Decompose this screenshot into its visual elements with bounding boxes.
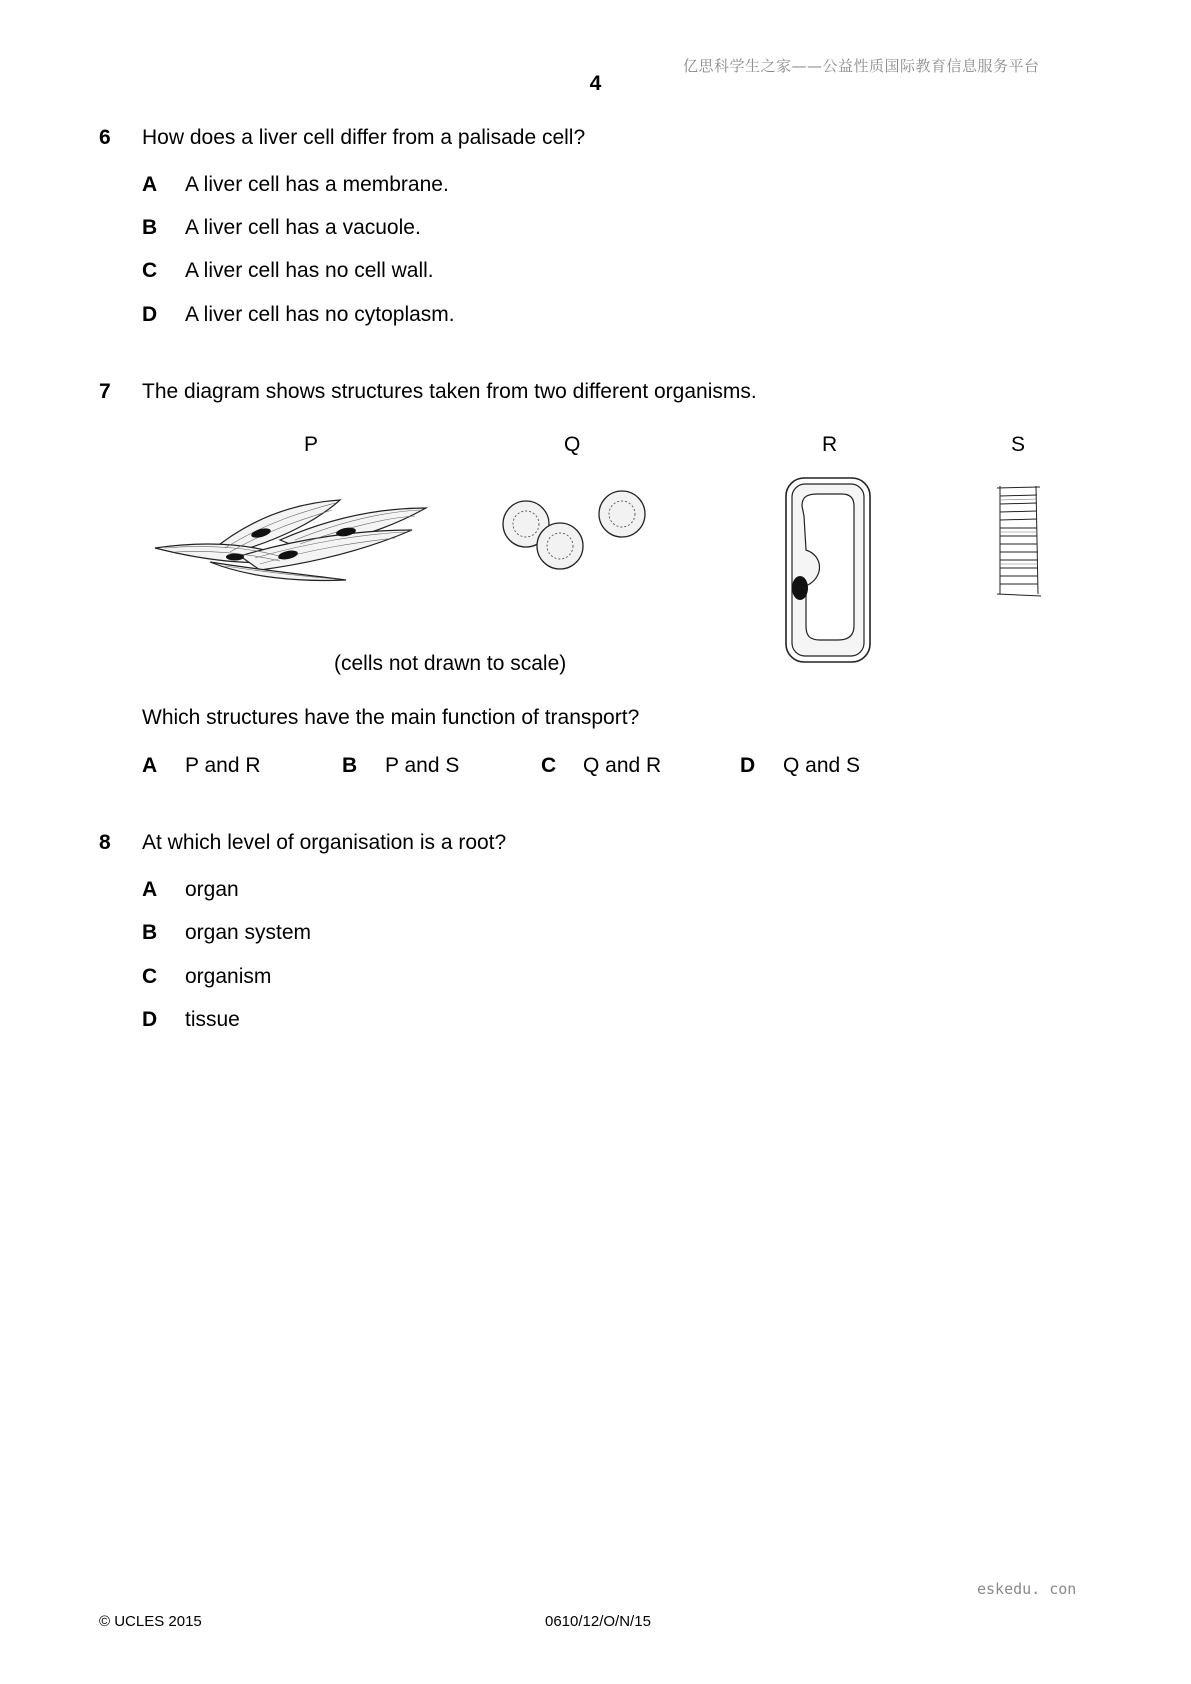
page-number: 4 [589, 72, 602, 95]
diagram-label-r: R [822, 433, 838, 456]
option-text: organ system [185, 921, 312, 944]
diagram-label-p: P [304, 433, 319, 456]
option-text: organism [185, 965, 272, 988]
option-text: organ [185, 878, 239, 901]
option-letter: D [142, 1008, 158, 1031]
option-text: P and S [385, 754, 460, 777]
footer-copyright: © UCLES 2015 [99, 1613, 202, 1630]
option-text: A liver cell has a vacuole. [185, 216, 421, 239]
diagram-label-s: S [1011, 433, 1026, 456]
option-letter: D [142, 303, 158, 326]
question-number: 8 [99, 831, 111, 854]
option-letter: C [142, 259, 158, 282]
option-text: Q and S [783, 754, 861, 777]
option-letter: A [142, 173, 158, 196]
question-number: 6 [99, 126, 111, 149]
question-number: 7 [99, 380, 111, 403]
option-letter: B [342, 754, 358, 777]
diagram-label-q: Q [564, 433, 581, 456]
footer-paper-code: 0610/12/O/N/15 [545, 1613, 651, 1630]
option-letter: A [142, 754, 158, 777]
option-letter: D [740, 754, 756, 777]
option-text: A liver cell has a membrane. [185, 173, 449, 196]
option-letter: A [142, 878, 158, 901]
question-prompt: Which structures have the main function of transport? [142, 706, 640, 729]
question-text: At which level of organisation is a root? [142, 831, 507, 854]
option-text: A liver cell has no cytoplasm. [185, 303, 455, 326]
footer-watermark: eskedu. con [977, 1580, 1077, 1598]
cell-s-drawing [994, 484, 1044, 598]
option-text: Q and R [583, 754, 662, 777]
option-text: tissue [185, 1008, 240, 1031]
option-letter: C [142, 965, 158, 988]
option-letter: C [541, 754, 557, 777]
question-text: The diagram shows structures taken from two different organisms. [142, 380, 757, 403]
diagram-caption: (cells not drawn to scale) [334, 652, 567, 675]
cell-r-drawing [784, 476, 874, 666]
option-text: A liver cell has no cell wall. [185, 259, 434, 282]
header-watermark: 亿思科学生之家——公益性质国际教育信息服务平台 [683, 57, 1040, 75]
question-text: How does a liver cell differ from a palisade cell? [142, 126, 586, 149]
cell-p-drawing [150, 490, 440, 590]
option-letter: B [142, 921, 158, 944]
option-text: P and R [185, 754, 261, 777]
option-letter: B [142, 216, 158, 239]
cell-q-drawing [502, 488, 652, 578]
